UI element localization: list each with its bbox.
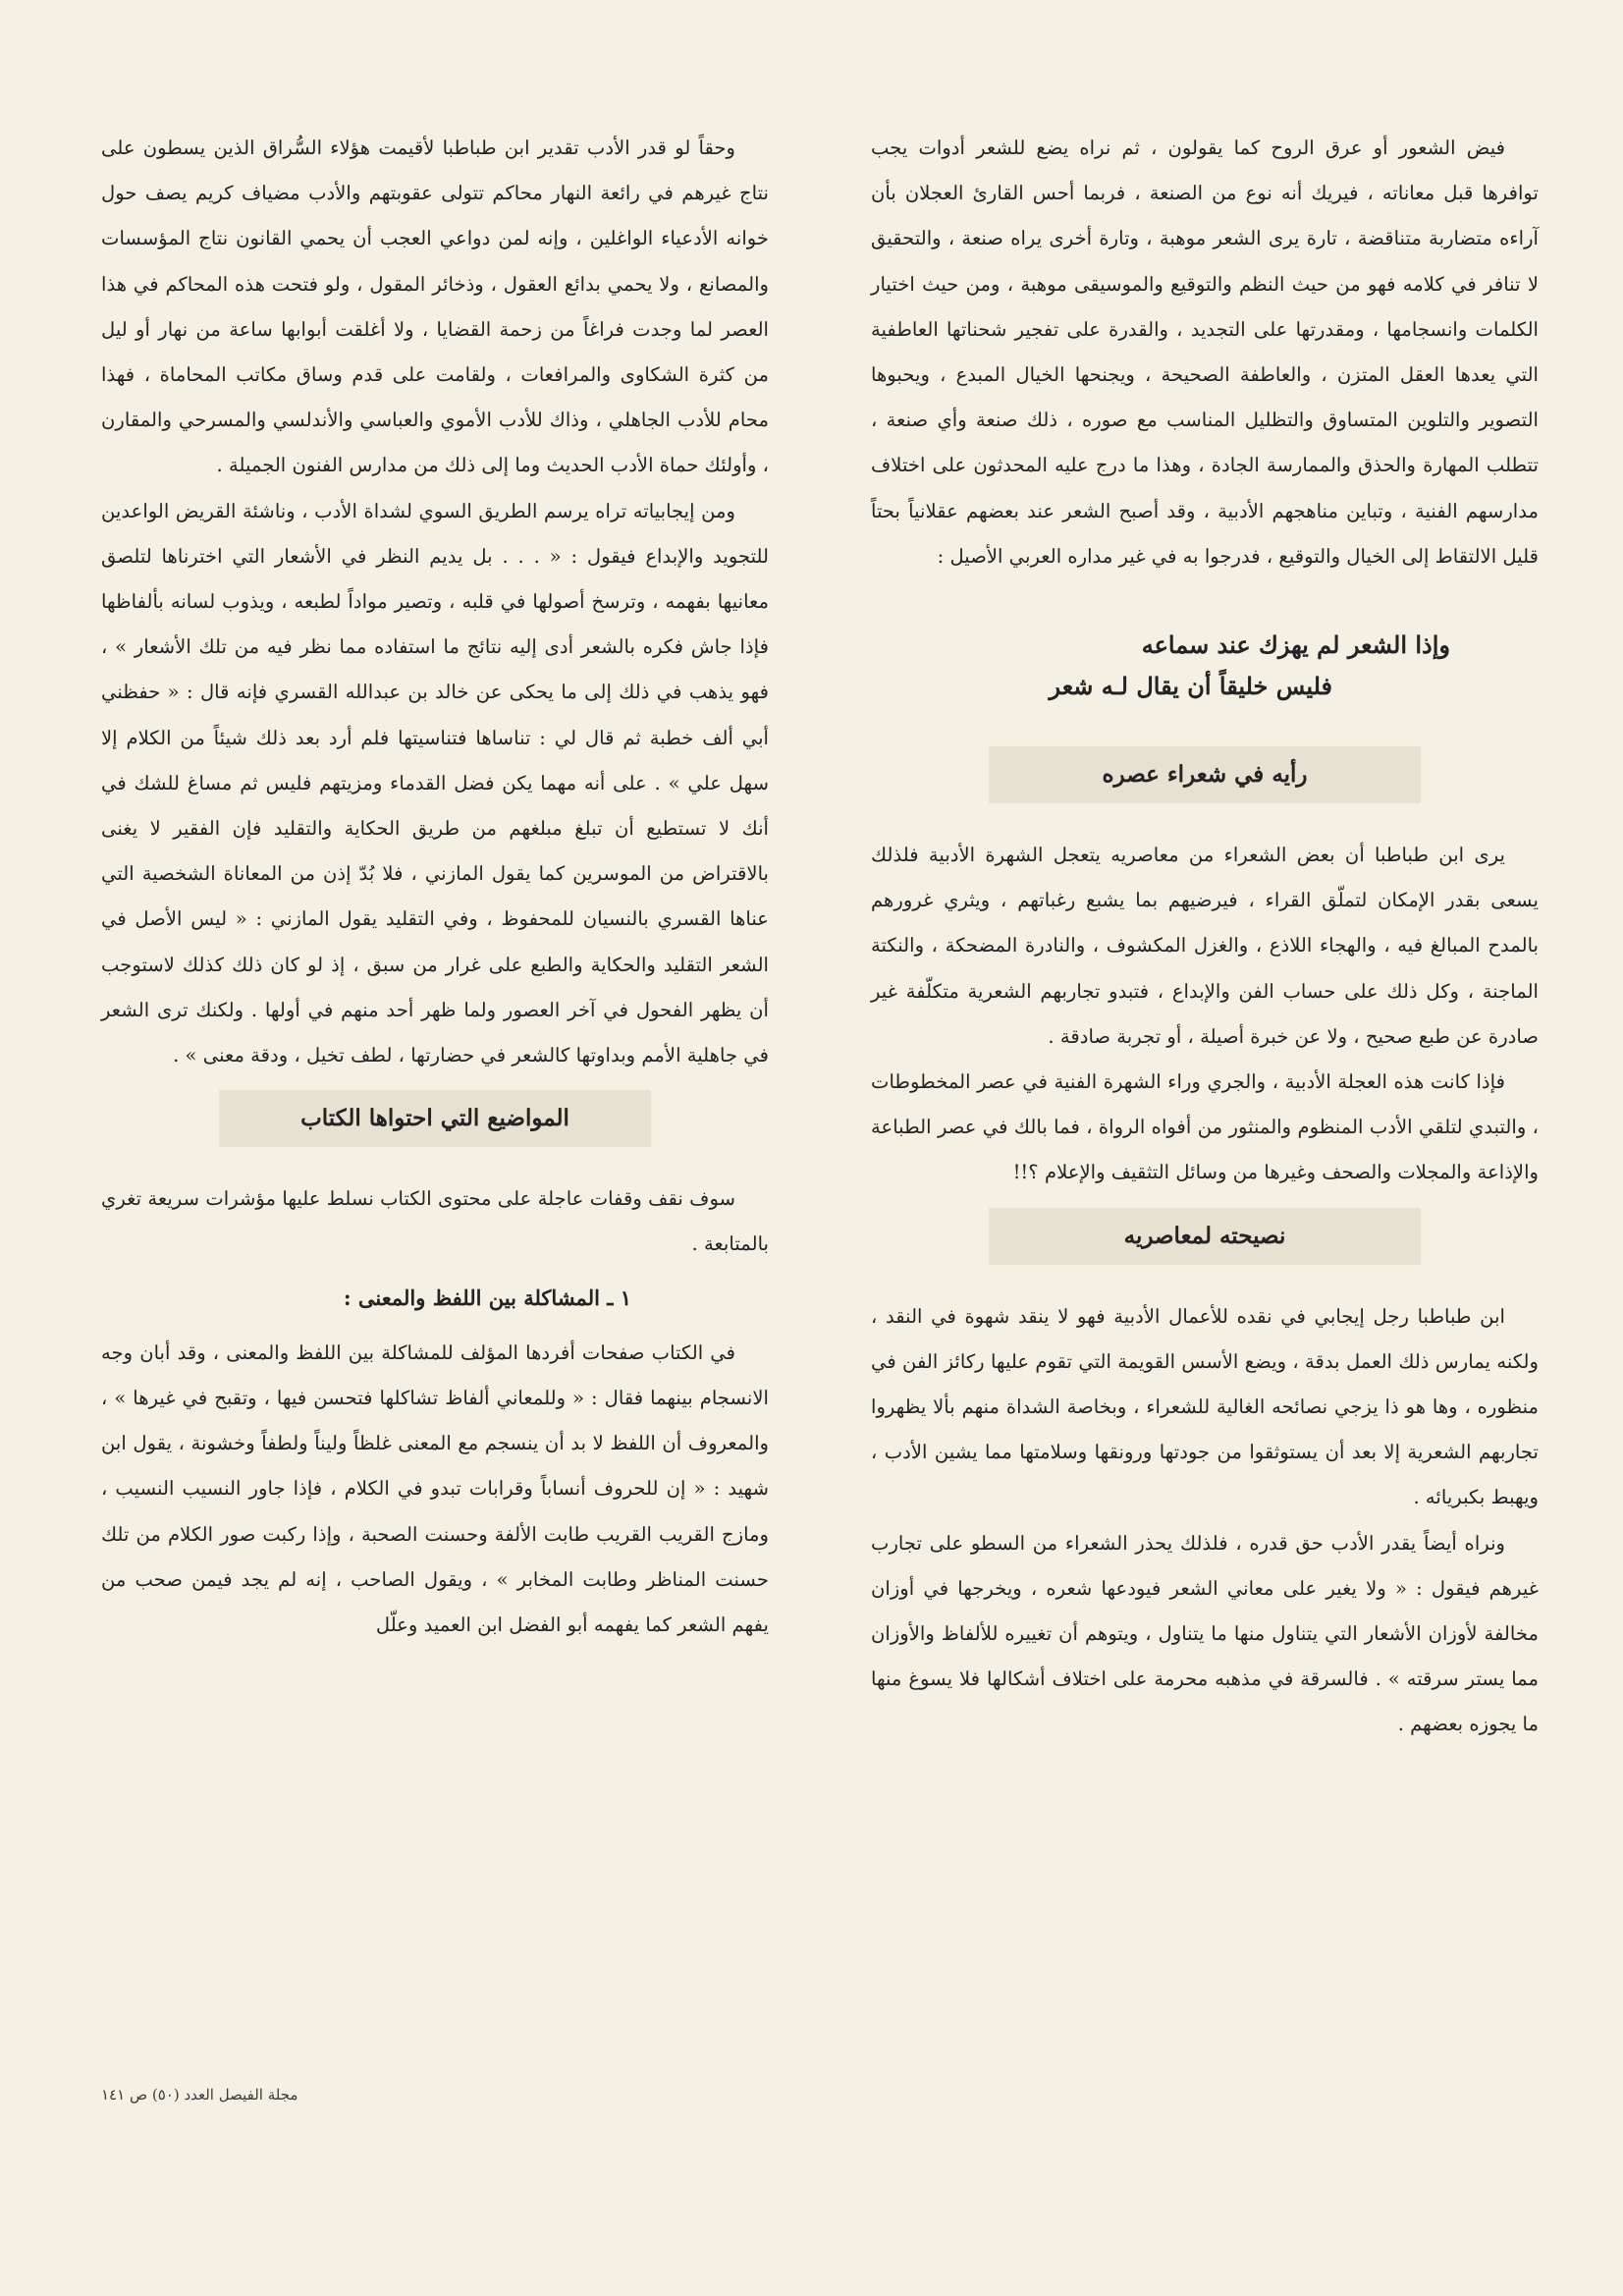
right-column: [871, 126, 1539, 1748]
poem-verse: [871, 625, 1539, 707]
paragraph: يرى ابن طباطبا أن بعض الشعراء من معاصريه يتعجل الشهرة الأدبية فلذلك يسعى بقدر الإمكان لتملّق القراء ، فيرضيهم بما يشبع رغباتهم ، ويثري غرورهم بالمدح المبالغ فيه ، والهجاء اللاذع ، والغزل المكشوف ، والنادرة المضحكة ، والنكتة الماجنة ، وكل ذلك على حساب الفن والإبداع ، فتبدو تجاربهم الشعرية متكلّفة غير صادرة عن طبع صحيح ، ولا عن خبرة أصيلة ، أو تجربة صادقة .: [871, 844, 1539, 1048]
paragraph: ابن طباطبا رجل إيجابي في نقده للأعمال الأدبية فهو لا ينقد شهوة في النقد ، ولكنه يمارس ذلك العمل بدقة ، ويضع الأسس القويمة التي تقوم عليها ركائز الفن في منظوره ، وها هو ذا يزجي نصائحه الغالية للشعراء ، وبخاصة الشداة منهم بألا يظهروا تجاربهم الشعرية إلا بعد أن يستوثقوا من جودتها ورونقها وسلامتها مما يشين الأدب ، ويهبط بكبريائه .: [871, 1304, 1539, 1509]
paragraph: وحقاً لو قدر الأدب تقدير ابن طباطبا لأقيمت هؤلاء السُّراق الذين يسطون على نتاج غيرهم في رائعة النهار محاكم تتولى عقوبتهم والأدب مضياف كريم يصف حول خوانه الأدعياء الواغلين ، وإنه لمن دواعي العجب أن يحمي القانون نتاج المؤسسات والمصانع ، ولا يحمي بدائع العقول ، وذخائر المقول ، ولو فتحت هذه المحاكم في هذا العصر لما وجدت فراغاً من زحمة القضايا ، ولا أغلقت أبوابها ساعة من نهار أو ليل من كثرة الشكاوى والمرافعات ، ولقامت على قدم وساق مكاتب المحاماة ، فهذا محام للأدب الجاهلي ، وذاك للأدب الأموي والعباسي والأندلسي والمسرحي والمقارن ، وأولئك حماة الأدب الحديث وما إلى ذلك من مدارس الفنون الجميلة .: [101, 137, 769, 477]
paragraph: سوف نقف وقفات عاجلة على محتوى الكتاب نسلط عليها مؤشرات سريعة تغري بالمتابعة .: [101, 1187, 769, 1256]
section-heading: نصيحته لمعاصريه: [989, 1208, 1421, 1265]
paragraph: ومن إيجابياته تراه يرسم الطريق السوي لشداة الأدب ، وناشئة القريض الواعدين للتجويد والإبداع فيقول : « . . . بل يديم النظر في الأشعار التي اخترناها لتلصق معانيها بفهمه ، وترسخ أصولها في قلبه ، وتصير مواداً لطبعه ، ويذوب لسانه بألفاظها فإذا جاش فكره بالشعر أدى إليه نتائج ما استفاده مما نظر فيه من تلك الأشعار » ، فهو يذهب في ذلك إلى ما يحكى عن خالد بن عبدالله القسري فإنه قال : « حفظني أبي ألف خطبة ثم قال لي : تناساها فتناسيتها فلم أرد بعد ذلك شيئاً من الكلام إلا سهل علي » . على أنه مهما يكن فضل القدماء ومزيتهم فليس ثم مساغ للشك في أنك لا تستطيع أن تبلغ مبلغهم من طريق الحكاية والتقليد فإن الفقير لا يغنى بالاقتراض من الموسرين كما يقول المازني ، فلا بُدّ إذن من المعاناة الشخصية التي عناها القسري بالنسيان للمحفوظ ، وفي التقليد يقول المازني : « ليس الأصل في الشعر التقليد والحكاية والطبع على غرار من سبق ، إذ لو كان ذلك كذلك لاستوجب أن يظهر الفحول في آخر العصور ولما ظهر أحد منهم في أولها . ولكنك ترى الشعر في جاهلية الأمم وبداوتها كالشعر في حضارتها ، لطف تخيل ، ودقة معنى » .: [101, 499, 769, 1067]
paragraph: فيض الشعور أو عرق الروح كما يقولون ، ثم نراه يضع للشعر أدوات يجب توافرها قبل معاناته ، فيريك أنه نوع من الصنعة ، فربما أحس القارئ العجلان بأن آراءه متضاربة متناقضة ، تارة يرى الشعر موهبة ، وتارة أخرى يراه صنعة ، والتحقيق لا تنافر في كلامه فهو من حيث النظم والتوقيع والموسيقى موهبة ، ومن حيث اختيار الكلمات وانسجامها ، ومقدرتها على التجديد ، والقدرة على تفجير شحناتها العاطفية التي يعدها العقل المتزن ، والعاطفة الصحيحة ، ويجنحها الخيال المبدع ، ويحبوها التصوير والتلوين المتساوق والتظليل المناسب مع صوره ، ذلك صنعة وأي صنعة ، تتطلب المهارة والحذق والممارسة الجادة ، وهذا ما درج عليه المحدثون على اختلاف مدارسهم الفنية ، وتباين مناهجهم الأدبية ، وقد أصبح الشعر عند بعضهم عقلانياً بحتاً قليل الالتقاط إلى الخيال والتوقيع ، فدرجوا به في غير مداره العربي الأصيل :: [871, 137, 1539, 568]
verse-line: فليس خليقاً أن يقال لـه شعر: [1049, 672, 1332, 701]
section-heading: رأيه في شعراء عصره: [989, 746, 1421, 803]
page-footer: مجلة الفيصل العدد (٥٠) ص ١٤١: [101, 2086, 298, 2104]
left-column: [101, 126, 769, 1648]
paragraph: في الكتاب صفحات أفردها المؤلف للمشاكلة بين اللفظ والمعنى ، وقد أبان وجه الانسجام بينهما فقال : « وللمعاني ألفاظ تشاكلها فتحسن فيها ، وتقبح في غيرها » ، والمعروف أن اللفظ لا بد أن ينسجم مع المعنى غلظاً وليناً ولطفاً وخشونة ، يقول ابن شهيد : « إن للحروف أنساباً وقرابات تبدو في الكلام ، فإذا جاور النسيب النسيب ، ومازج القريب القريب طابت الألفة وحسنت الصحبة ، وإذا ركبت صور الكلام من تلك حسنت المناظر وطابت المخابر » ، ويقول الصاحب ، إنه لم يجد فيمن صحب من يفهم الشعر كما يفهمه أبو الفضل ابن العميد وعلّل: [101, 1340, 769, 1637]
paragraph: ونراه أيضاً يقدر الأدب حق قدره ، فلذلك يحذر الشعراء من السطو على تجارب غيرهم فيقول : « ولا يغير على معاني الشعر فيودعها شعره ، ويخرجها في أوزان مخالفة لأوزان الأشعار التي يتناول منها ما يتناول ، ويتوهم أن تغييره للألفاظ والأوزان مما يستر سرقته » . فالسرقة في مذهبه محرمة على اختلاف أشكالها فلا يسوغ منها ما يجوزه بعضهم .: [871, 1531, 1539, 1736]
paragraph: فإذا كانت هذه العجلة الأدبية ، والجري وراء الشهرة الفنية في عصر المخطوطات ، والتبدي لتلقي الأدب المنظوم والمنثور من أفواه الرواة ، فما بالك في عصر الطباعة والإذاعة والمجلات والصحف وغيرها من وسائل التثقيف والإعلام ؟!!: [871, 1070, 1539, 1184]
section-heading: المواضيع التي احتواها الكتاب: [219, 1090, 651, 1147]
subsection-heading: ١ ـ المشاكلة بين اللفظ والمعنى :: [343, 1285, 631, 1310]
verse-line: وإذا الشعر لم يهزك عند سماعه: [1141, 630, 1450, 660]
